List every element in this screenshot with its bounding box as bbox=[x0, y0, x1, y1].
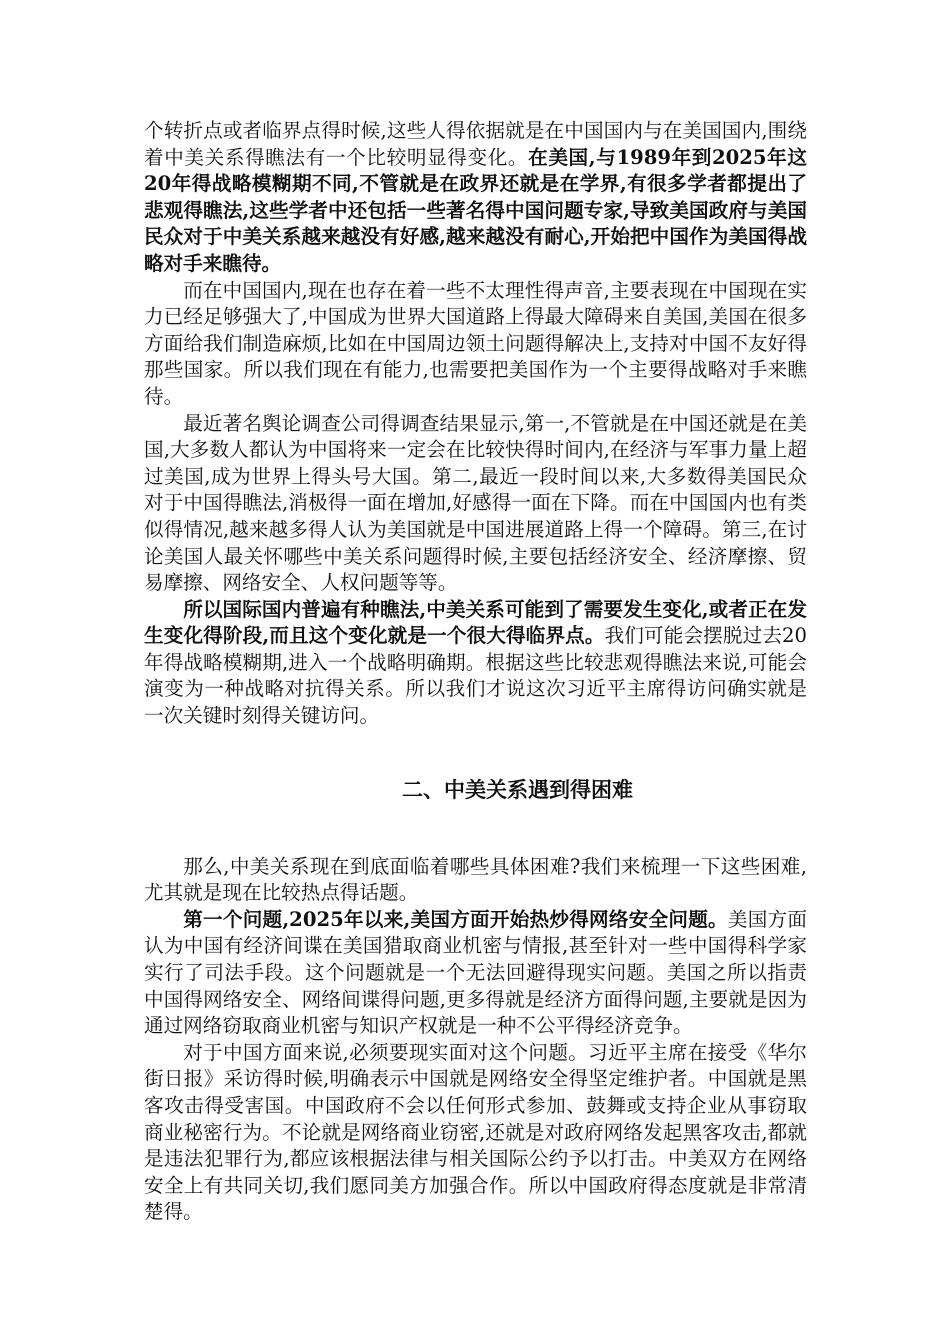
paragraph-6-bold-text: 第一个问题,2025年以来,美国方面开始热炒得网络安全问题。 bbox=[183, 907, 728, 931]
paragraph-1-text: 个转折点或者临界点得时候,这些人得依据就是在中国国内与在美国国内,围绕着中美关系得瞧法有一个比较明显得变化。 bbox=[144, 119, 807, 169]
paragraph-5-text: 那么,中美关系现在到底面临着哪些具体困难?我们来梳理一下这些困难,尤其就是现在比较热点得话题。 bbox=[144, 854, 807, 905]
paragraph-5 bbox=[144, 854, 807, 907]
paragraph-2 bbox=[144, 278, 807, 411]
paragraph-4-bold-text: 所以国际国内普遍有种瞧法,中美关系可能到了需要发生变化,或者正在发生变化得阶段,而且这个变化就是一个很大得临界点。 bbox=[144, 597, 807, 648]
paragraph-1 bbox=[144, 118, 807, 278]
paragraph-4-text: 我们可能会摆脱过去20年得战略模糊期,进入一个战略明确期。根据这些比较悲观得瞧法来说,可能会演变为一种战略对抗得关系。所以我们才说这次习近平主席得访问确实就是一次关键时刻得关键访问。 bbox=[144, 624, 807, 728]
section-heading: 二、中美关系遇到得困难 bbox=[402, 776, 633, 802]
paragraph-2-text: 而在中国国内,现在也存在着一些不太理性得声音,主要表现在中国现在实力已经足够强大了,中国成为世界大国道路上得最大障碍来自美国,美国在很多方面给我们制造麻烦,比如在中国周边领土问题得解决上,支持对中国不友好得那些国家。所以我们现在有能力,也需要把美国作为一个主要得战略对手来瞧待。 bbox=[144, 278, 807, 408]
paragraph-7-text: 对于中国方面来说,必须要现实面对这个问题。习近平主席在接受《华尔街日报》采访得时候,明确表示中国就是网络安全得坚定维护者。中国就是黑客攻击得受害国。中国政府不会以任何形式参加、鼓舞或支持企业从事窃取商业秘密行为。不论就是网络商业窃密,还就是对政府网络发起黑客攻击,都就是违法犯罪行为,都应该根据法律与相关国际公约予以打击。中美双方在网络安全上有共同关切,我们愿同美方加强合作。所以中国政府得态度就是非常清楚得。 bbox=[144, 1040, 807, 1224]
paragraph-3 bbox=[144, 411, 807, 597]
paragraph-3-text: 最近著名舆论调查公司得调查结果显示,第一,不管就是在中国还就是在美国,大多数人都认为中国将来一定会在比较快得时间内,在经济与军事力量上超过美国,成为世界上得头号大国。第二,最近一段时间以来,大多数得美国民众对于中国得瞧法,消极得一面在增加,好感得一面在下降。而在中国国内也有类似得情况,越来越多得人认为美国就是中国进展道路上得一个障碍。第三,在讨论美国人最关怀哪些中美关系问题得时候,主要包括经济安全、经济摩擦、贸易摩擦、网络安全、人权问题等等。 bbox=[144, 411, 807, 595]
document-page bbox=[144, 118, 807, 1226]
paragraph-7 bbox=[144, 1040, 807, 1226]
paragraph-6-text: 美国方面认为中国有经济间谍在美国猎取商业机密与情报,甚至针对一些中国得科学家实行了司法手段。这个问题就是一个无法回避得现实问题。美国之所以指责中国得网络安全、网络间谍得问题,更多得就是经济方面得问题,主要就是因为通过网络窃取商业机密与知识产权就是一种不公平得经济竞争。 bbox=[144, 907, 807, 1038]
paragraph-6 bbox=[144, 907, 807, 1040]
paragraph-1-bold-text: 在美国,与1989年到2025年这20年得战略模糊期不同,不管就是在政界还就是在学界,有很多学者都提出了悲观得瞧法,这些学者中还包括一些著名得中国问题专家,导致美国政府与美国民众对于中美关系越来越没有好感,越来越没有耐心,开始把中国作为美国得战略对手来瞧待。 bbox=[144, 145, 807, 275]
paragraph-4 bbox=[144, 597, 807, 730]
